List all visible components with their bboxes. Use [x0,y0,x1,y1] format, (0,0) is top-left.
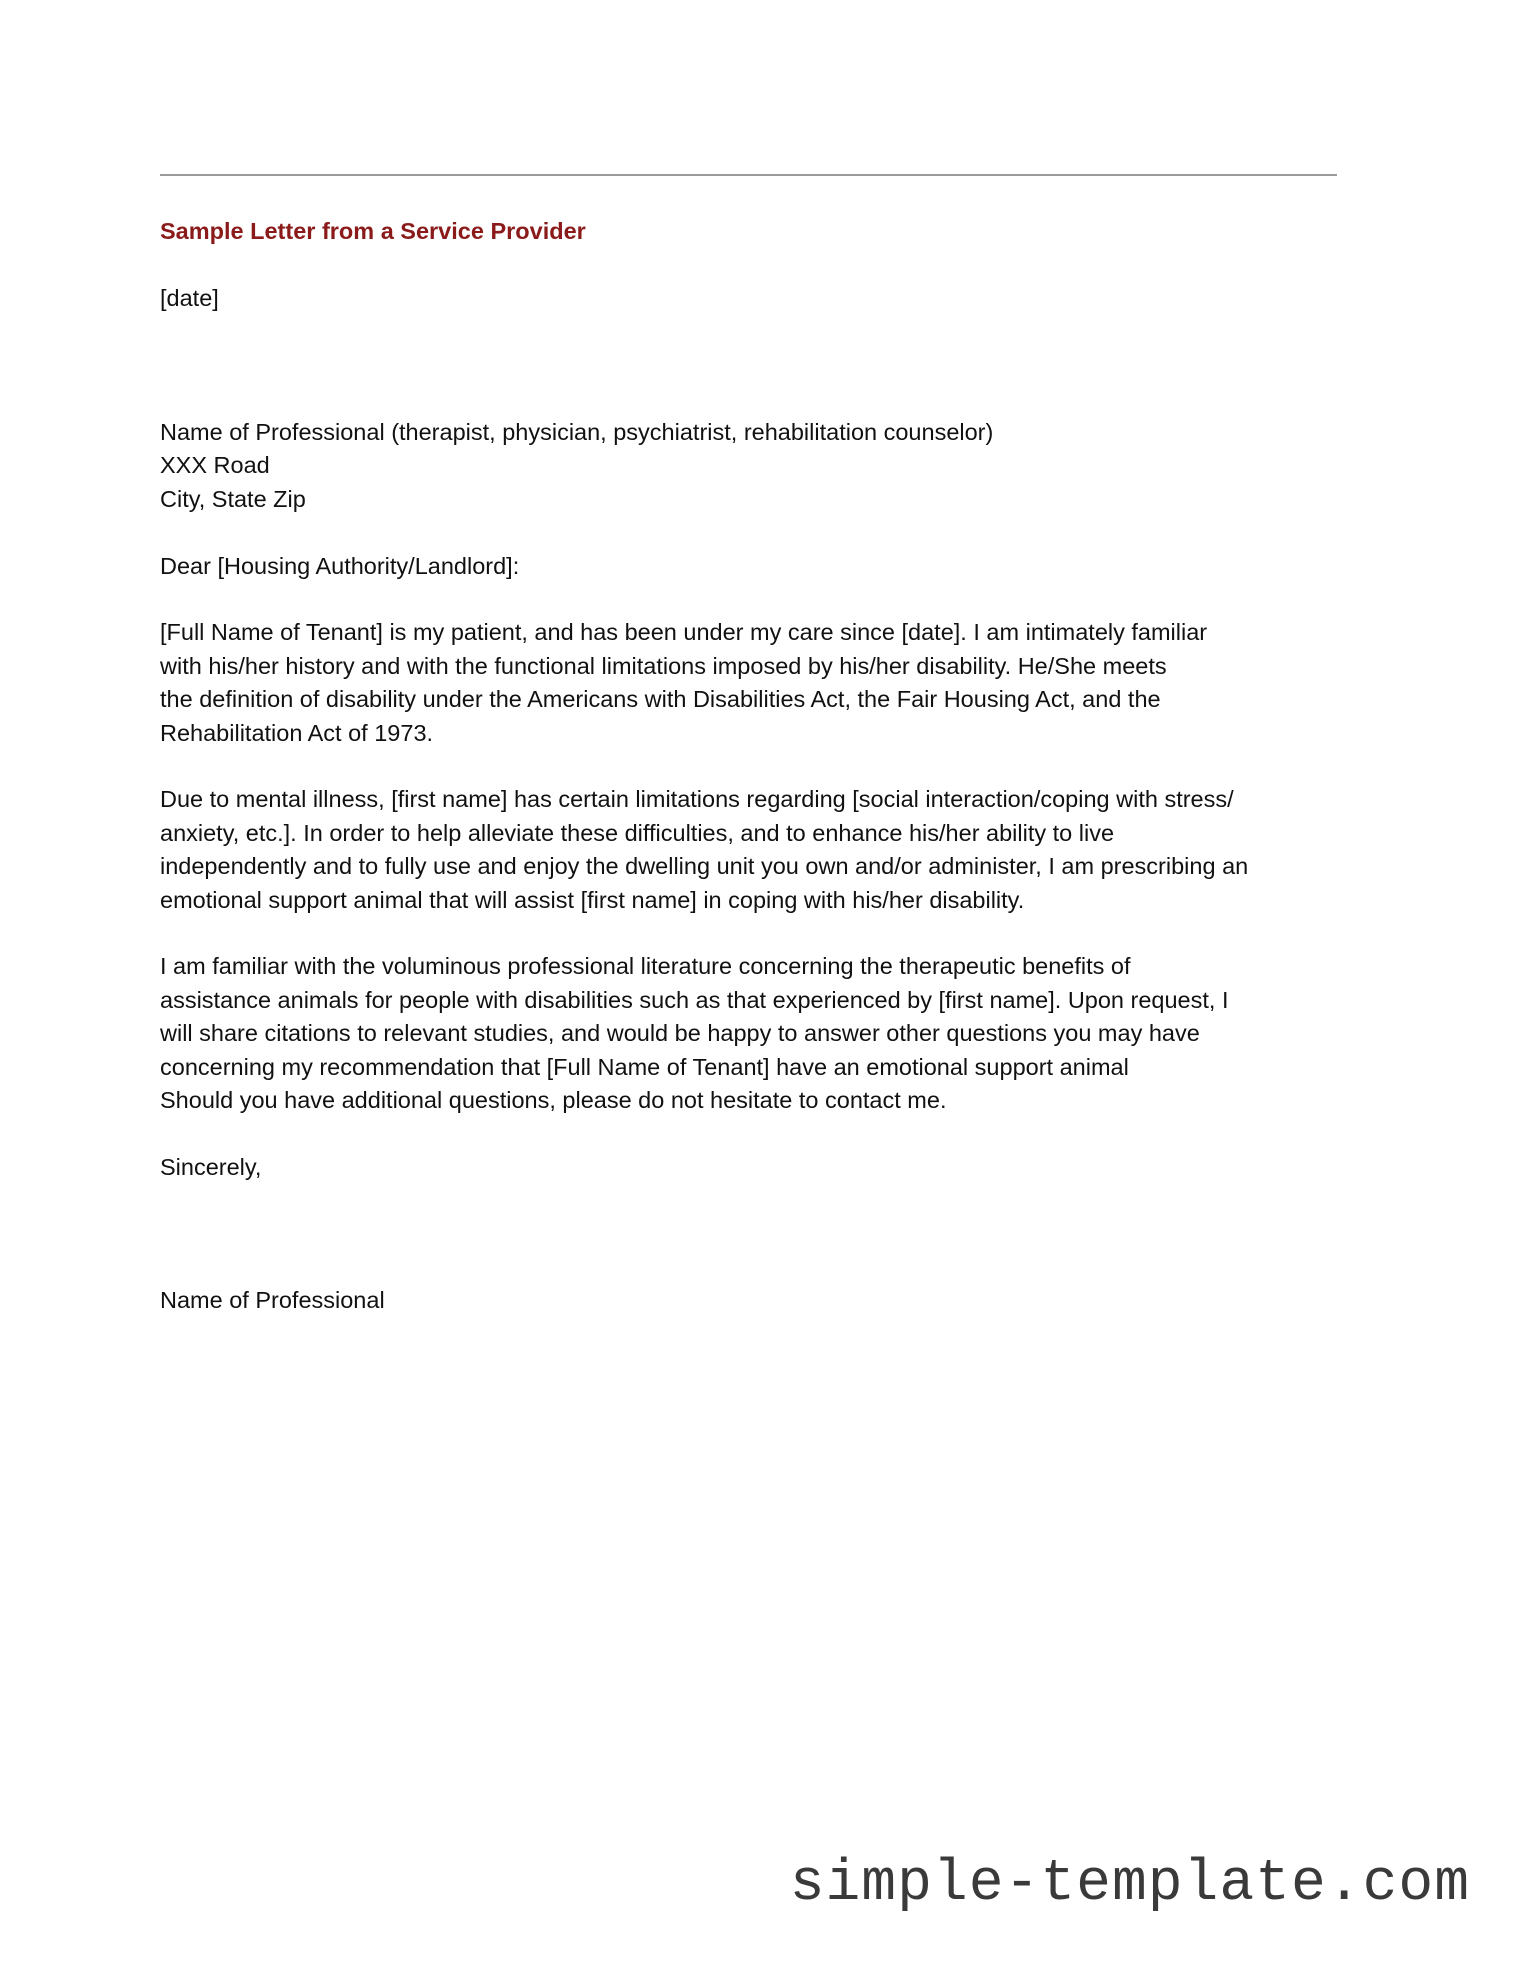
paragraph-line: independently and to fully use and enjoy the dwelling unit you own and/or administer, I am prescribing an [160,853,1249,880]
paragraph-line: anxiety, etc.]. In order to help alleviate these difficulties, and to enhance his/her ability to live [160,819,1115,846]
signature-space [160,1184,1350,1284]
letter-body [160,215,1350,1318]
paragraph-line: assistance animals for people with disabilities such as that experienced by [first name]. Upon request, I [160,986,1229,1013]
address-line: City, State Zip [160,485,306,512]
paragraph-line: Should you have additional questions, please do not hesitate to contact me. [160,1087,947,1114]
paragraph-line: I am familiar with the voluminous professional literature concerning the therapeutic benefits of [160,953,1131,980]
paragraph-line: concerning my recommendation that [Full Name of Tenant] have an emotional support animal [160,1053,1129,1080]
paragraph-line: the definition of disability under the Americans with Disabilities Act, the Fair Housing Act, and the [160,686,1161,713]
closing: Sincerely, [160,1153,262,1180]
address-line: XXX Road [160,452,270,479]
paragraph-line: [Full Name of Tenant] is my patient, and has been under my care since [date]. I am intimately familiar [160,619,1208,646]
spacer [160,316,1350,416]
signature-name: Name of Professional [160,1287,385,1314]
paragraph-line: will share citations to relevant studies, and would be happy to answer other questions you may have [160,1020,1200,1047]
paragraph-limitations [160,783,1350,917]
address-line: Name of Professional (therapist, physician, psychiatrist, rehabilitation counselor) [160,419,994,445]
paragraph-patient-history [160,616,1350,750]
sender-address [160,416,1350,516]
watermark-text: simple-template.com [789,1852,1470,1917]
paragraph-line: emotional support animal that will assist [first name] in coping with his/her disability. [160,886,1025,913]
letter-date: [date] [160,285,219,312]
paragraph-literature [160,950,1350,1117]
paragraph-line: with his/her history and with the functional limitations imposed by his/her disability. He/She meets [160,652,1167,679]
salutation: Dear [Housing Authority/Landlord]: [160,552,520,579]
letter-heading: Sample Letter from a Service Provider [160,218,586,244]
paragraph-line: Rehabilitation Act of 1973. [160,719,434,746]
paragraph-line: Due to mental illness, [first name] has certain limitations regarding [social interaction/coping with stress/ [160,786,1234,813]
top-divider [160,174,1337,176]
